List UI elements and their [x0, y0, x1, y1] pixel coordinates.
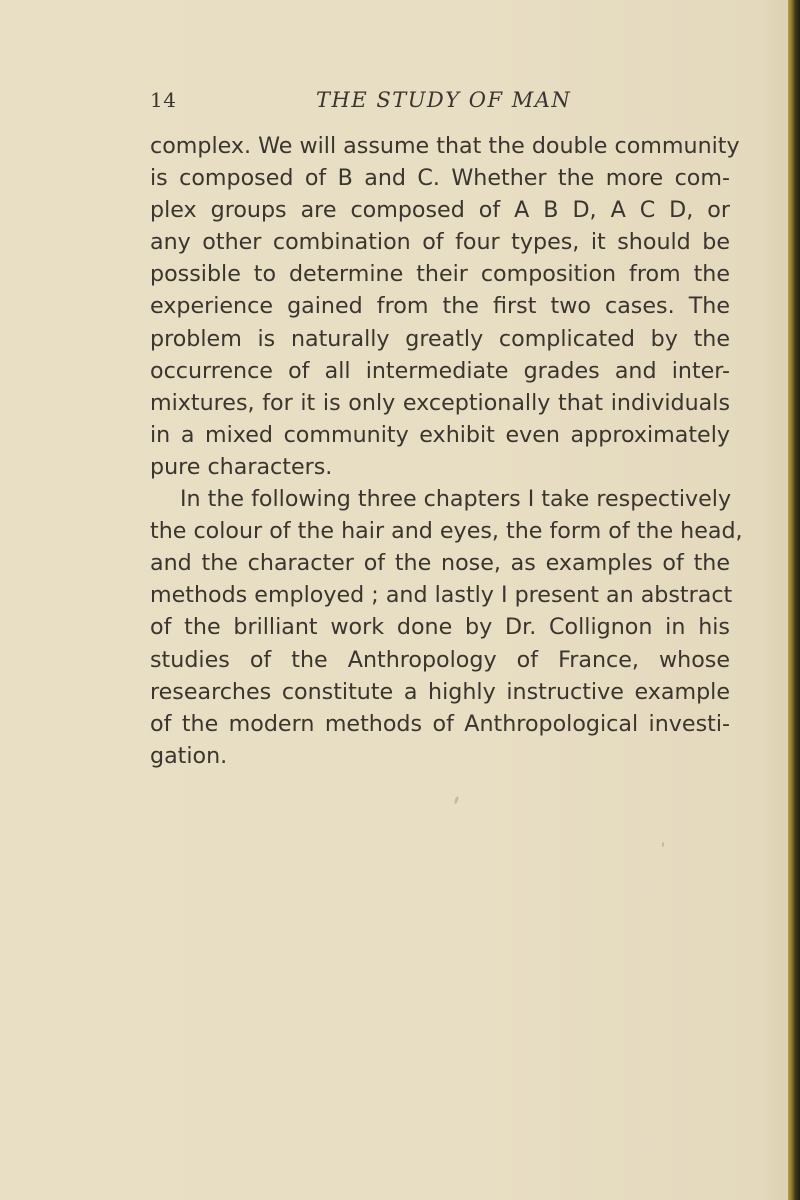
text-line: experience gained from the first two cases. The — [150, 293, 730, 320]
paper-speck — [454, 796, 460, 805]
text-line: and the character of the nose, as examples of the — [150, 550, 730, 577]
body-text — [150, 130, 743, 772]
text-line: of the modern methods of Anthropological investi- — [150, 710, 730, 737]
text-line: the colour of the hair and eyes, the form of the head, — [150, 518, 743, 545]
text-line: in a mixed community exhibit even approximately — [150, 421, 730, 448]
text-line: In the following three chapters I take respectively — [180, 486, 732, 513]
text-line: methods employed ; and lastly I present an abstract — [150, 582, 733, 609]
binding-edge — [788, 0, 800, 1200]
text-line: any other combination of four types, it should be — [150, 229, 730, 256]
running-title: THE STUDY OF MAN — [316, 88, 572, 112]
text-line: complex. We will assume that the double community — [150, 133, 740, 159]
text-line: of the brilliant work done by Dr. Collignon in his — [150, 614, 730, 641]
page-number: 14 — [150, 88, 177, 112]
text-line: possible to determine their composition from the — [150, 261, 730, 288]
running-head — [150, 88, 728, 118]
text-line: plex groups are composed of A B D, A C D, or — [150, 197, 730, 224]
text-line: occurrence of all intermediate grades and inter- — [150, 357, 730, 384]
text-line: pure characters. — [150, 453, 333, 480]
text-line: is composed of B and C. Whether the more com- — [150, 165, 730, 192]
text-line: researches constitute a highly instructive example — [150, 678, 730, 705]
text-line: gation. — [150, 742, 228, 769]
text-line: studies of the Anthropology of France, whose — [150, 646, 730, 673]
paper-speck — [662, 842, 664, 847]
text-line: problem is naturally greatly complicated by the — [150, 325, 730, 352]
text-line: mixtures, for it is only exceptionally that individuals — [150, 389, 730, 416]
